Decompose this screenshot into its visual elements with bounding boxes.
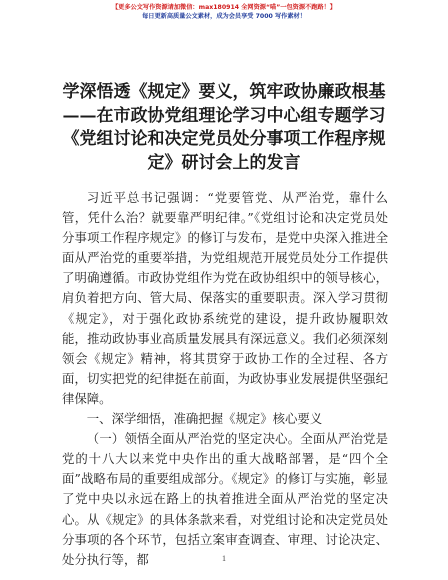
- intro-paragraph: 习近平总书记强调：“党要管党、从严治党，靠什么管，凭什么治？就要靠严明纪律。”《党组讨论和决定党员处分事项工作程序规定》的修订与发布，是党中央深入推进全面从严治党的重要举措，为党组规范开展党员处分工作提供了明确遵循。市政协党组作为党在政协组织中的领导核心，肩负着把方向、管大局、保落实的重要职责。深入学习贯彻《规定》，对于强化政协系统党的建设，提升政协履职效能，推动政协事业高质量发展具有深远意义。我们必须深刻领会《规定》精神，将其贯穿于政协工作的全过程、各方面，切实把党的纪律挺在前面，为政协事业发展提供坚强纪律保障。: [62, 190, 388, 406]
- page-number: 1: [222, 554, 226, 563]
- title-line-1: 学深悟透《规定》要义，筑牢政协廉政根基: [62, 82, 386, 102]
- section-heading-1: 一、深学细悟，准确把握《规定》核心要义: [86, 411, 323, 427]
- title-line-2: ——在市政协党组理论学习中心组专题学习: [62, 105, 386, 126]
- title-line-4: 定》研讨会上的发言: [147, 152, 301, 173]
- document-title: [30, 81, 418, 175]
- banner-line-update: 每日更新高质量公文素材，成为会员享受 7000 写作素材！: [142, 12, 306, 20]
- title-line-3: 《党组讨论和决定党员处分事项工作程序规: [62, 129, 386, 149]
- banner-line-promo: 【更多公文写作资源请加微信：max180914 全网资源“喵”一包资源不跑路！】: [112, 4, 336, 11]
- subsection-paragraph-1: （一）领悟全面从严治党的坚定决心。全面从严治党是党的十八大以来党中央作出的重大战略部署，是“四个全面”战略布局的重要组成部分。《规定》的修订与实施，彰显了党中央以永远在路上的执着推进全面从严治党的坚定决心。从《规定》的具体条款来看，对党组讨论和决定党员处分事项的各个环节，包括立案审查调查、审理、讨论决定、处分执行等，都: [62, 431, 388, 567]
- document-body: [62, 188, 388, 570]
- header-banner: [0, 4, 448, 21]
